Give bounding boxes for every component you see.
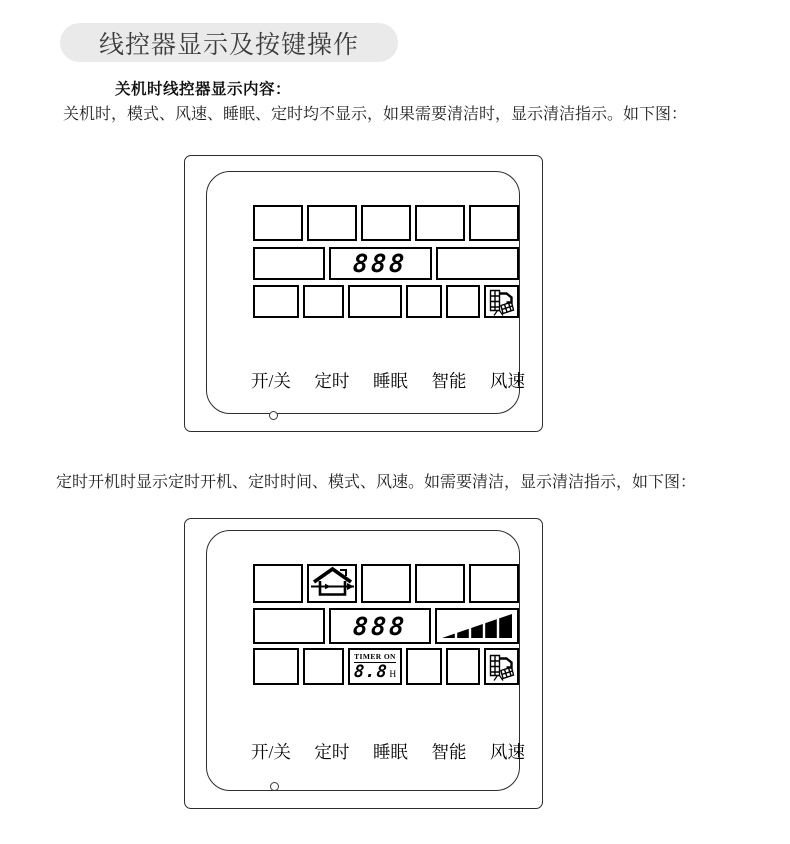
lcd-temperature-cell: [329, 247, 432, 280]
lcd-segment-cell: [361, 564, 411, 603]
section-banner: [60, 23, 398, 62]
paragraph-timer-on: 定时开机时显示定时开机、定时时间、模式、风速。如需要清洁，显示清洁指示，如下图：: [56, 474, 697, 491]
lcd-clean-cell: [484, 648, 519, 685]
segment-digits: 888: [352, 249, 409, 278]
subsection-heading: 关机时线控器显示内容：: [115, 81, 292, 98]
controller-diagram-timer-on: [184, 518, 543, 809]
controller-panel: [206, 530, 525, 791]
lcd-segment-cell: [415, 564, 465, 603]
lcd-clean-cell: [484, 285, 519, 318]
lcd-segment-cell: [361, 205, 411, 241]
lcd-segment-cell: [307, 205, 357, 241]
clean-indicator-icon: [488, 288, 515, 316]
power-led-dot: [270, 782, 279, 791]
house-ventilation-icon: [310, 566, 355, 601]
lcd-segment-cell: [436, 247, 519, 280]
controller-diagram-power-off: [184, 155, 543, 432]
fan-speed-button-label: 风速: [490, 742, 525, 762]
lcd-temperature-cell: [329, 608, 431, 644]
lcd-segment-cell: [253, 285, 299, 318]
lcd-segment-cell: [253, 247, 325, 280]
lcd-row-bottom: [253, 285, 519, 318]
sleep-button-label: 睡眠: [372, 371, 408, 391]
timer-button-label: 定时: [314, 742, 350, 762]
timer-button-label: 定时: [314, 371, 350, 391]
fan-speed-bars-icon: [441, 613, 513, 639]
lcd-segment-cell: [253, 564, 303, 603]
lcd-row-middle: [253, 608, 519, 644]
lcd-display: [253, 564, 519, 685]
smart-button-label: 智能: [431, 371, 467, 391]
timer-value-row: [353, 661, 397, 682]
lcd-segment-cell: [303, 285, 344, 318]
lcd-timer-cell: [348, 648, 402, 685]
lcd-segment-cell: [253, 608, 325, 644]
lcd-row-bottom: [253, 648, 519, 685]
lcd-display: [253, 205, 519, 318]
lcd-segment-cell: [253, 205, 303, 241]
controller-panel: [206, 171, 525, 414]
lcd-segment-cell: [446, 285, 480, 318]
power-button-label: 开/关: [251, 371, 291, 391]
sleep-button-label: 睡眠: [372, 742, 408, 762]
lcd-mode-cell: [307, 564, 357, 603]
segment-digits: 888: [351, 611, 408, 641]
timer-on-label: TIMER ON: [354, 652, 396, 662]
lcd-segment-cell: [406, 648, 442, 685]
lcd-segment-cell: [303, 648, 344, 685]
lcd-segment-cell: [406, 285, 442, 318]
power-led-dot: [269, 411, 278, 420]
lcd-segment-cell: [253, 648, 299, 685]
button-label-row: [251, 368, 525, 393]
section-banner-title: 线控器显示及按键操作: [98, 30, 359, 59]
paragraph-power-off: 关机时，模式、风速、睡眠、定时均不显示，如果需要清洁时，显示清洁指示。如下图：: [63, 106, 688, 123]
fan-speed-button-label: 风速: [490, 371, 525, 391]
power-button-label: 开/关: [251, 742, 291, 762]
lcd-row-middle: [253, 247, 519, 280]
timer-hours-unit: H: [389, 669, 397, 680]
timer-hours-digits: 8.8: [353, 661, 389, 682]
lcd-row-top: [253, 564, 519, 603]
lcd-row-top: [253, 205, 519, 241]
smart-button-label: 智能: [431, 742, 467, 762]
lcd-segment-cell: [469, 205, 519, 241]
lcd-segment-cell: [469, 564, 519, 603]
lcd-fan-speed-cell: [435, 608, 519, 644]
lcd-segment-cell: [446, 648, 480, 685]
clean-indicator-icon: [488, 653, 515, 681]
lcd-segment-cell: [348, 285, 402, 318]
lcd-segment-cell: [415, 205, 465, 241]
timer-display: [350, 650, 400, 683]
button-label-row: [251, 739, 525, 764]
